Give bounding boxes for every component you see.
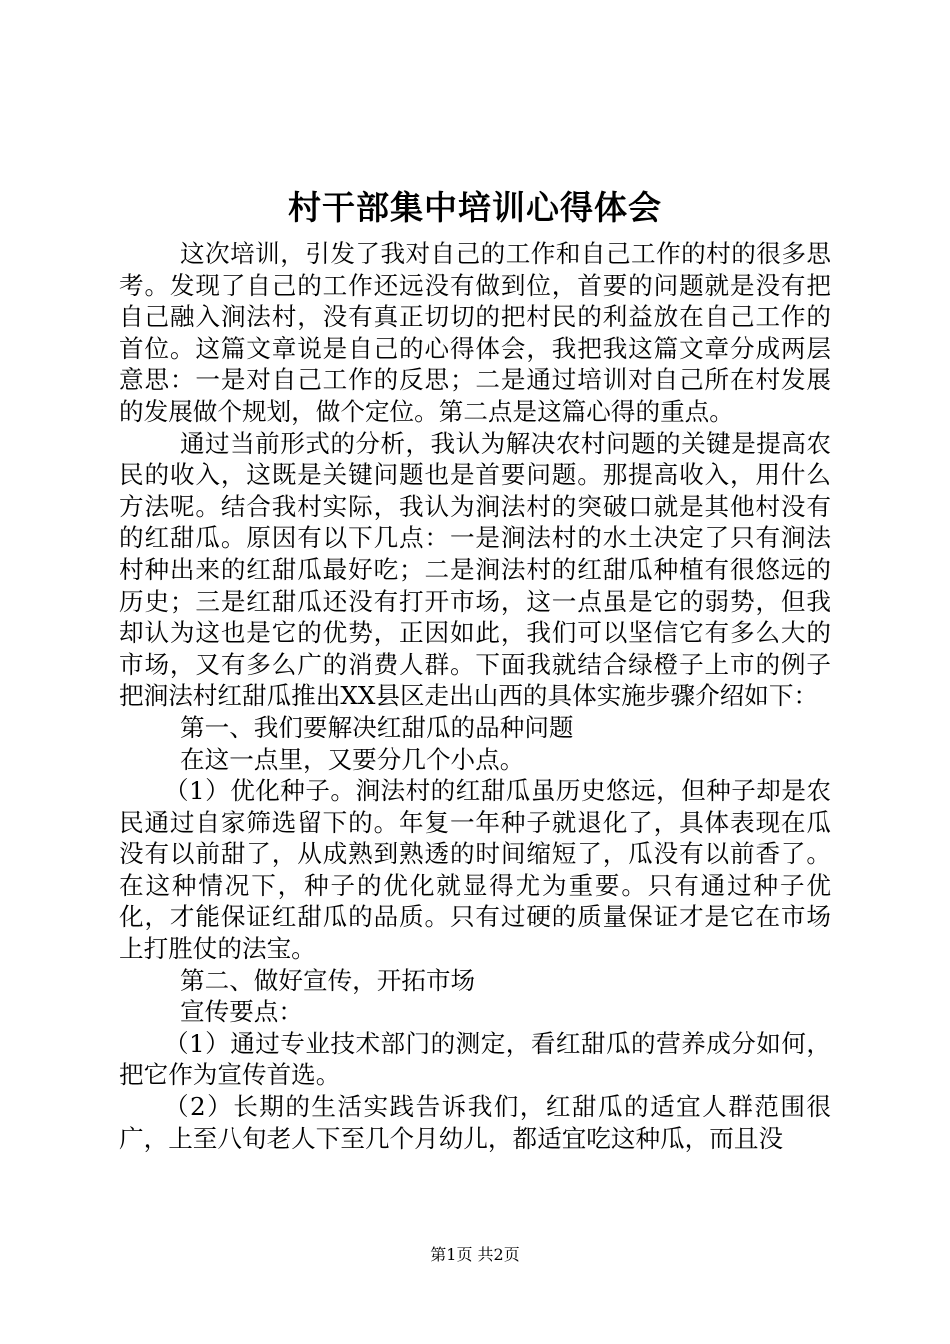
list-item: （1）通过专业技术部门的测定，看红甜瓜的营养成分如何，把它作为宣传首选。 [119,1028,831,1090]
page-number: 第1页 共2页 [430,1245,520,1264]
paragraph: 宣传要点： [180,997,303,1027]
paragraph: 在这一点里，又要分几个小点。 [180,744,525,774]
document-title: 村干部集中培训心得体会 [288,188,662,227]
section-heading: 第二、做好宣传，开拓市场 [180,965,476,995]
section-heading: 第一、我们要解决红甜瓜的品种问题 [180,712,574,742]
list-item: （2）长期的生活实践告诉我们，红甜瓜的适宜人群范围很广，上至八旬老人下至几个月幼儿，都适宜吃这种瓜，而且没 [119,1092,831,1153]
paragraph: 这次培训，引发了我对自己的工作和自己工作的村的很多思考。发现了自己的工作还远没有做到位，首要的问题就是没有把自己融入涧法村，没有真正切切的把村民的利益放在自己工作的首位。这篇文章说是自己的心得体会，我把我这篇文章分成两层意思：一是对自己工作的反思；二是通过培训对自己所在村发展的发展做个规划，做个定位。第二点是这篇心得的重点。 [119,239,831,426]
document-body [119,238,831,1154]
paragraph: 通过当前形式的分析，我认为解决农村问题的关键是提高农民的收入，这既是关键问题也是首要问题。那提高收入，用什么方法呢。结合我村实际，我认为涧法村的突破口就是其他村没有的红甜瓜。原因有以下几点：一是涧法村的水土决定了只有涧法村种出来的红甜瓜最好吃；二是涧法村的红甜瓜种植有很悠远的历史；三是红甜瓜还没有打开市场，这一点虽是它的弱势，但我却认为这也是它的优势，正因如此，我们可以坚信它有多么大的市场，又有多么广的消费人群。下面我就结合绿橙子上市的例子把涧法村红甜瓜推出XX县区走出山西的具体实施步骤介绍如下： [119,428,831,711]
list-item: （1）优化种子。涧法村的红甜瓜虽历史悠远，但种子却是农民通过自家筛选留下的。年复一年种子就退化了，具体表现在瓜没有以前甜了，从成熟到熟透的时间缩短了，瓜没有以前香了。在这种情况下，种子的优化就显得尤为重要。只有通过种子优化，才能保证红甜瓜的品质。只有过硬的质量保证才是它在市场上打胜仗的法宝。 [119,776,831,964]
